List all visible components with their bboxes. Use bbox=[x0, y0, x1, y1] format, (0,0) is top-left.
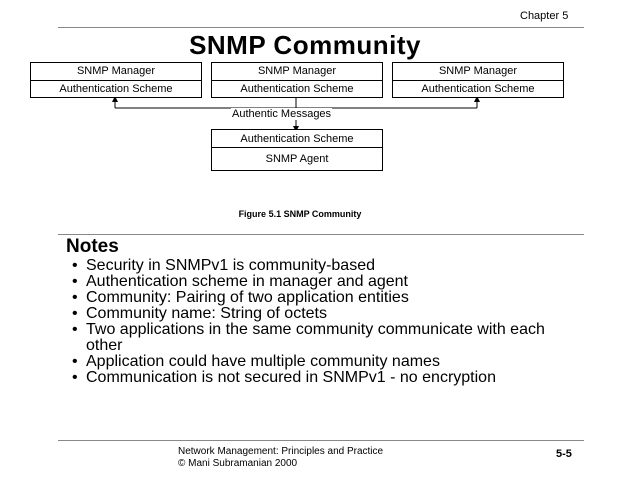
note-text: Application could have multiple community names bbox=[86, 353, 440, 370]
agent-name: SNMP Agent bbox=[265, 153, 329, 165]
chapter-label: Chapter 5 bbox=[520, 10, 569, 22]
footer-line-1: Network Management: Principles and Practice bbox=[178, 446, 384, 457]
agent-box bbox=[211, 129, 383, 171]
link-label: Authentic Messages bbox=[232, 108, 332, 120]
bullet-icon: • bbox=[72, 305, 78, 322]
notes-title: Notes bbox=[66, 236, 119, 257]
note-text: Community name: String of octets bbox=[86, 305, 327, 322]
manager-name: SNMP Manager bbox=[393, 63, 563, 81]
footer-divider bbox=[58, 440, 584, 441]
manager-box-2 bbox=[211, 62, 383, 98]
manager-auth-scheme: Authentication Scheme bbox=[240, 83, 354, 95]
slide-title: SNMP Community bbox=[189, 30, 421, 60]
bullet-icon: • bbox=[72, 369, 78, 386]
manager-auth-scheme: Authentication Scheme bbox=[59, 83, 173, 95]
bullet-icon: • bbox=[72, 289, 78, 306]
list-item bbox=[70, 290, 610, 306]
list-item bbox=[70, 306, 610, 322]
notes-divider bbox=[58, 234, 584, 235]
bullet-icon: • bbox=[72, 321, 78, 338]
list-item bbox=[70, 370, 586, 386]
note-text: Authentication scheme in manager and agent bbox=[86, 273, 408, 290]
footer-line-2: © Mani Subramanian 2000 bbox=[178, 458, 298, 469]
bullet-icon: • bbox=[72, 353, 78, 370]
note-text: Two applications in the same community communicate with each other bbox=[86, 321, 545, 354]
note-text: Communication is not secured in SNMPv1 - no encryption bbox=[86, 369, 496, 386]
note-text: Community: Pairing of two application entities bbox=[86, 289, 409, 306]
manager-box-3 bbox=[392, 62, 564, 98]
page-number: 5-5 bbox=[556, 448, 572, 460]
list-item bbox=[70, 322, 556, 354]
footer-text bbox=[178, 446, 383, 470]
manager-box-1 bbox=[30, 62, 202, 98]
list-item bbox=[70, 274, 610, 290]
manager-name: SNMP Manager bbox=[212, 63, 382, 81]
notes-list bbox=[70, 258, 610, 386]
bullet-icon: • bbox=[72, 273, 78, 290]
agent-auth-scheme: Authentication Scheme bbox=[212, 130, 382, 148]
bullet-icon: • bbox=[72, 257, 78, 274]
note-text: Security in SNMPv1 is community-based bbox=[86, 257, 375, 274]
list-item bbox=[70, 258, 610, 274]
figure-caption: Figure 5.1 SNMP Community bbox=[238, 209, 362, 219]
manager-name: SNMP Manager bbox=[31, 63, 201, 81]
manager-auth-scheme: Authentication Scheme bbox=[421, 83, 535, 95]
list-item bbox=[70, 354, 610, 370]
